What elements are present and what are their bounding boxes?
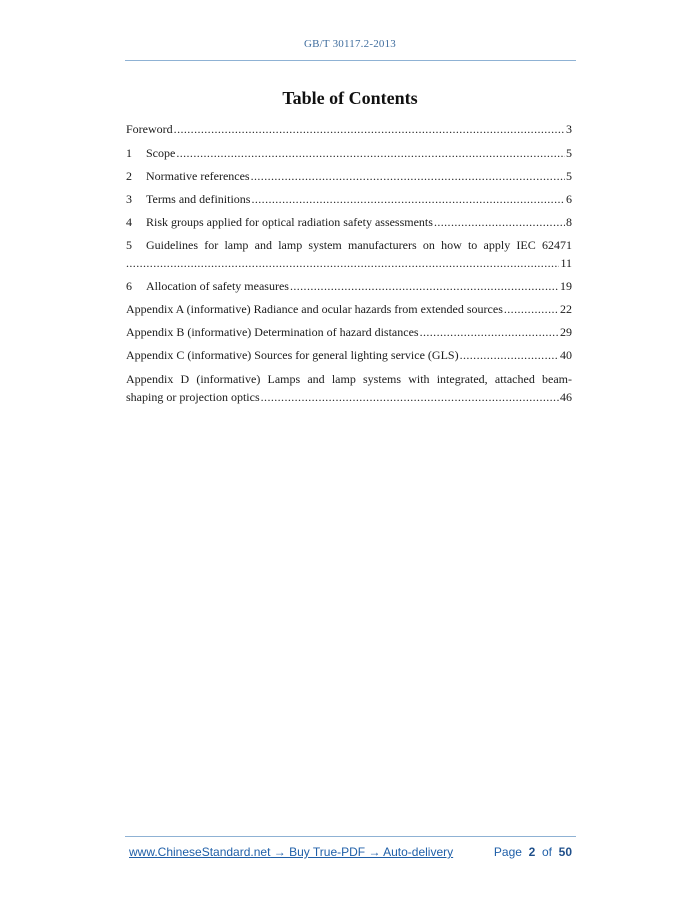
toc-entry-risk-groups[interactable] xyxy=(126,213,572,231)
standard-code-header: GB/T 30117.2-2013 xyxy=(303,38,396,50)
toc-entry-number: 1 xyxy=(126,146,132,160)
toc-entry-label: Normative references xyxy=(146,169,250,183)
dot-leader xyxy=(176,144,565,162)
page-title: Table of Contents xyxy=(282,88,418,108)
dot-leader xyxy=(290,277,559,295)
toc-entry-number: 2 xyxy=(126,169,132,183)
dot-leader xyxy=(126,254,559,272)
toc-entry-appendix-b[interactable] xyxy=(126,323,572,341)
toc-entry-foreword[interactable] xyxy=(126,120,572,138)
toc-entry-label: Appendix B (informative) Determination of hazard distances xyxy=(126,325,419,339)
toc-entry-label: Allocation of safety measures xyxy=(146,279,289,293)
toc-entry-label: Risk groups applied for optical radiation safety assessments xyxy=(146,215,433,229)
toc-entry-page: 5 xyxy=(566,146,572,160)
toc-entry-label: Appendix A (informative) Radiance and ocular hazards from extended sources xyxy=(126,302,503,316)
toc-entry-appendix-d[interactable] xyxy=(126,370,572,406)
toc-entry-label: Guidelines for lamp and lamp system manufacturers on how to apply IEC 62471 xyxy=(146,238,572,252)
dot-leader xyxy=(251,190,565,208)
store-link-tail: → Buy True-PDF → Auto-delivery xyxy=(270,845,454,859)
toc-entry-terms-definitions[interactable] xyxy=(126,190,572,208)
toc-entry-page: 19 xyxy=(560,279,572,293)
toc-entry-number: 3 xyxy=(126,192,132,206)
toc-entry-normative-references[interactable] xyxy=(126,167,572,185)
toc-entry-number: 4 xyxy=(126,215,132,229)
dot-leader xyxy=(434,213,565,231)
store-link-text: www.ChineseStandard.net xyxy=(129,845,271,859)
toc-entry-page: 8 xyxy=(566,215,572,229)
toc-entry-number: 6 xyxy=(126,279,132,293)
toc-entry-appendix-a[interactable] xyxy=(126,300,572,318)
footer xyxy=(129,845,574,861)
dot-leader xyxy=(251,167,565,185)
dot-leader xyxy=(261,388,559,406)
dot-leader xyxy=(174,120,565,138)
toc-entry-page: 11 xyxy=(560,256,572,270)
page-total: 50 xyxy=(558,845,572,859)
toc-entry-number: 5 xyxy=(126,238,132,252)
dot-leader xyxy=(420,323,559,341)
toc-entry-label: Foreword xyxy=(126,122,173,136)
dot-leader xyxy=(504,300,559,318)
toc-entry-page: 6 xyxy=(566,192,572,206)
toc-entry-label: Appendix C (informative) Sources for general lighting service (GLS) xyxy=(126,348,459,362)
toc-entry-page: 40 xyxy=(560,348,572,362)
page-of: of xyxy=(541,845,552,859)
toc-entry-scope[interactable] xyxy=(126,144,572,162)
page-indicator xyxy=(494,845,572,859)
toc-entry-label: Scope xyxy=(146,146,176,160)
toc-entry-guidelines[interactable] xyxy=(126,236,572,272)
toc-entry-label-continued: shaping or projection optics xyxy=(126,390,260,404)
footer-divider xyxy=(125,836,576,837)
store-link[interactable] xyxy=(129,845,453,859)
toc-entry-page: 29 xyxy=(560,325,572,339)
dot-leader xyxy=(460,346,559,364)
toc-entry-label: Appendix D (informative) Lamps and lamp systems with integrated, attached beam- xyxy=(126,372,572,386)
toc-entry-page: 46 xyxy=(560,390,572,404)
page-current: 2 xyxy=(528,845,536,859)
toc-entry-appendix-c[interactable] xyxy=(126,346,572,364)
toc-entry-allocation-safety[interactable] xyxy=(126,277,572,295)
toc-entry-page: 22 xyxy=(560,302,572,316)
toc-entry-page: 5 xyxy=(566,169,572,183)
toc-entry-page: 3 xyxy=(566,122,572,136)
page-prefix: Page xyxy=(493,845,522,859)
toc-entry-label: Terms and definitions xyxy=(146,192,251,206)
header-divider xyxy=(125,60,576,61)
